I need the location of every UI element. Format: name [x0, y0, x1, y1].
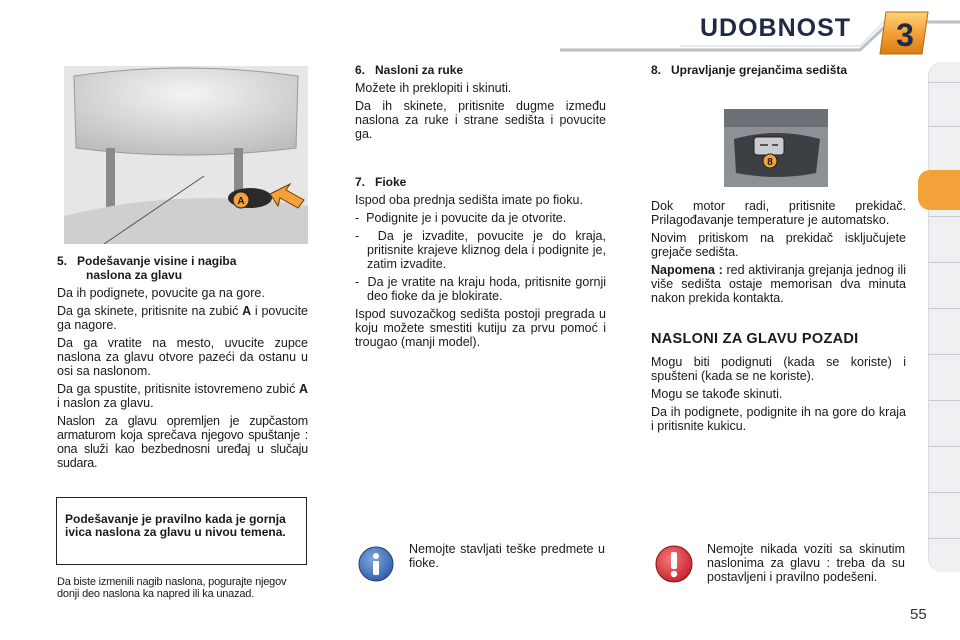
s5-paragraph-5: Naslon za glavu opremljen je zupčastom armaturom koja sprečava njegovo spuštanje : ona služi kao bezbednosni uređaj u slučaju sudara.	[57, 414, 308, 470]
headrest-illustration	[64, 66, 308, 244]
s6-paragraph-2: Da ih skinete, pritisnite dugme između naslona za ruke i strane sedišta i povucite ga.	[355, 99, 606, 141]
page-title: UDOBNOST	[700, 14, 852, 42]
warning-note: Nemojte nikada voziti sa skinutim naslonima za glavu : treba da su postavljeni i pravilno podešeni.	[707, 542, 905, 584]
chapter-number: 3	[896, 17, 914, 53]
column-left	[57, 254, 308, 474]
s5-paragraph-1: Da ih podignete, povucite ga na gore.	[57, 286, 265, 300]
s7-paragraph-1: Ispod oba prednja sedišta imate po fioku.	[355, 193, 583, 207]
s7-bullet-2: - Da je izvadite, povucite je do kraja, pritisnite krajeve kliznog dela i podignite je, zatim izvadite.	[355, 229, 606, 271]
warning-icon	[655, 545, 693, 583]
s8-note: Napomena : red aktiviranja grejanja jednog ili više sedišta ostaje memorisan dva minuta nakon prekida kontakta.	[651, 263, 906, 305]
s7-bullet-3: - Da je vratite na kraju hoda, pritisnite gornji deo fioke da je blokirate.	[355, 275, 606, 303]
section-5-title: 5. Podešavanje visine i nagiba naslona za glavu	[57, 254, 237, 282]
s5-paragraph-4: Da ga spustite, pritisnite istovremeno zubić A i naslon za glavu.	[57, 382, 308, 410]
rear-paragraph-3: Da ih podignete, podignite ih na gore do kraja i pritisnite kukicu.	[651, 405, 906, 433]
s6-paragraph-1: Možete ih preklopiti i skinuti.	[355, 81, 512, 95]
switch-label-8: 8	[767, 157, 773, 168]
s7-paragraph-2: Ispod suvozačkog sedišta postoji pregrada u koju možete smestiti kutiju za prvu pomoć i trougao (manji model).	[355, 307, 606, 349]
column-right	[651, 63, 906, 77]
section-7-title: 7. Fioke	[355, 175, 407, 189]
column-right-body	[651, 199, 906, 437]
s5-paragraph-2: Da ga skinete, pritisnite na zubić A i povucite ga nagore.	[57, 304, 308, 332]
page-number: 55	[910, 606, 927, 623]
info-note: Nemojte stavljati teške predmete u fioke.	[409, 542, 605, 570]
s7-bullet-1: - Podignite je i povucite da je otvorite.	[355, 211, 567, 225]
chapter-badge	[878, 10, 934, 56]
rear-headrests-title: NASLONI ZA GLAVU POZADI	[651, 331, 859, 347]
rear-paragraph-2: Mogu se takođe skinuti.	[651, 387, 783, 401]
section-8-title: 8. Upravljanje grejančima sedišta	[651, 63, 848, 77]
info-icon	[358, 546, 394, 582]
column-middle	[355, 63, 606, 353]
headrest-label-a: A	[237, 196, 245, 207]
s5-paragraph-3: Da ga vratite na mesto, uvucite zupce naslona za glavu otvore pazeći da ostanu u osi sa naslonom.	[57, 336, 308, 378]
active-chapter-tab	[918, 170, 960, 210]
s8-paragraph-2: Novim pritiskom na prekidač isključujete grejače sedišta.	[651, 231, 906, 259]
footnote: Da biste izmenili nagib naslona, pogurajte njegov donji deo naslona ka napred ili ka unazad.	[57, 576, 287, 600]
s8-paragraph-1: Dok motor radi, pritisnite prekidač. Prilagođavanje temperature je automatsko.	[651, 199, 906, 227]
chapter-index-strip	[928, 62, 960, 572]
adjustment-note-box: Podešavanje je pravilno kada je gornja ivica naslona za glavu u nivou temena.	[56, 497, 307, 565]
section-6-title: 6. Nasloni za ruke	[355, 63, 464, 77]
seat-heating-switch-illustration	[724, 109, 828, 187]
rear-paragraph-1: Mogu biti podignuti (kada se koriste) i spušteni (kada se ne koriste).	[651, 355, 906, 383]
